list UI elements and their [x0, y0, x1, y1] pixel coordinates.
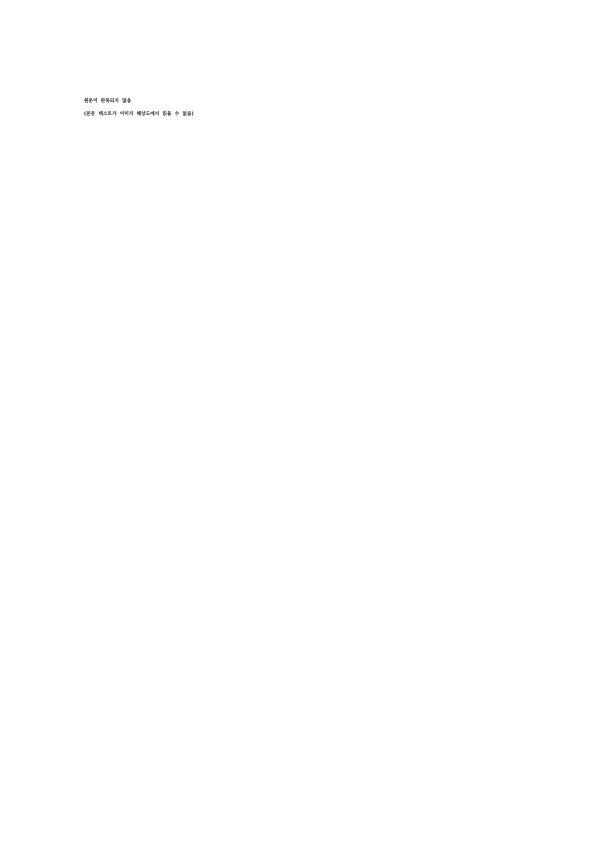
- paragraph-text: 원문이 판독되지 않음: [84, 99, 132, 104]
- paragraph-1: [84, 95, 514, 121]
- paragraph-text: (본문 텍스트가 이미지 해상도에서 읽을 수 없음): [84, 112, 194, 118]
